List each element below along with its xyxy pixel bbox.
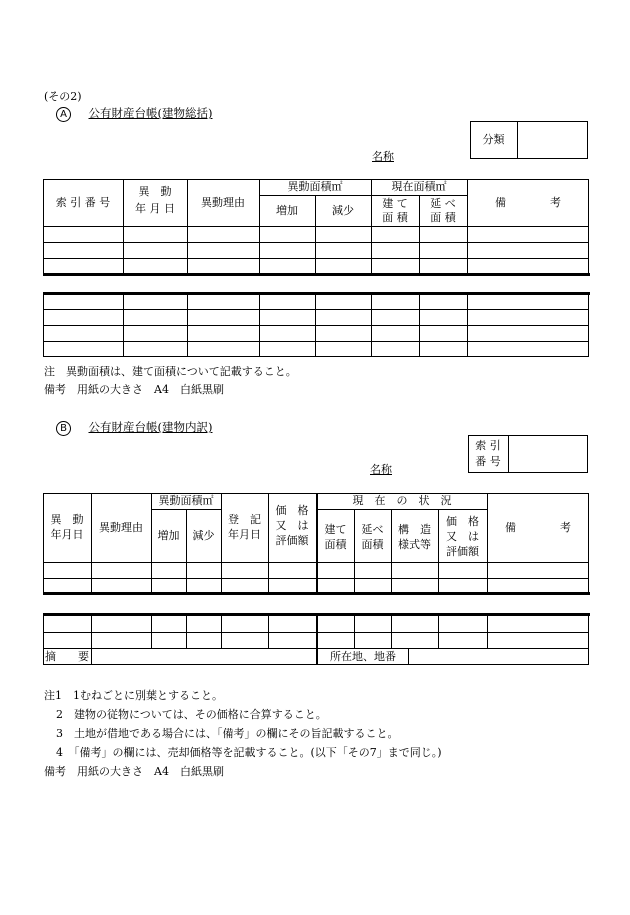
section-b-note-1: 注1 1むねごとに別葉とすること。: [44, 689, 223, 702]
section-b-name-label: 名称: [370, 463, 392, 476]
b-col-reg-date-line1: 登 記: [228, 512, 261, 526]
section-b-note-3: 3 土地が借地である場合には、「備考」の欄にその旨記載すること。: [56, 727, 399, 740]
col-current-area: 現在面積㎡: [391, 180, 447, 193]
b-col-price-line1: 価 格: [275, 503, 309, 517]
section-a-note: 注 異動面積は、建て面積について記載すること。: [44, 365, 297, 378]
b-col-price-line2: 又 は: [275, 518, 309, 532]
col-increase: 増加: [276, 204, 298, 217]
b-col-current-price-line3: 評価額: [446, 544, 479, 558]
section-b-note-2: 2 建物の従物については、その価格に合算すること。: [56, 708, 327, 721]
b-col-total-area-line2: 面積: [361, 537, 384, 551]
section-a-name-label: 名称: [372, 150, 394, 163]
circle-b-icon: B: [56, 421, 71, 436]
b-col-increase: 増加: [157, 529, 180, 542]
section-b-heading: [56, 419, 212, 436]
col-change-area: 異動面積㎡: [287, 180, 343, 193]
b-col-decrease: 減少: [192, 529, 215, 542]
index-number-label-line1: 索 引: [475, 438, 501, 452]
classification-input[interactable]: [518, 122, 587, 158]
location-input[interactable]: [409, 649, 588, 664]
col-building-area-line1: 建 て: [382, 196, 408, 210]
b-col-building-area-line2: 面積: [324, 537, 347, 551]
b-col-reg-date-line2: 年月日: [228, 527, 261, 541]
b-col-change-area: 異動面積㎡: [158, 494, 214, 507]
section-b-title: 公有財産台帳(建物内訳): [88, 420, 213, 434]
summary-input[interactable]: [92, 649, 316, 664]
summary-label: 摘 要: [45, 650, 89, 663]
b-col-price-line3: 評価額: [275, 533, 309, 547]
col-change-date-line2: 年 月 日: [135, 202, 175, 215]
index-number-label-line2: 番 号: [475, 454, 501, 468]
col-total-area-line1: 延 べ: [430, 196, 456, 210]
col-total-area-line2: 面 積: [430, 210, 456, 224]
section-a-heading: [56, 105, 212, 122]
col-index-number: 索 引 番 号: [55, 195, 111, 209]
classification-label: 分類: [482, 133, 505, 146]
section-b-paper: 備考 用紙の大きさ A4 白紙黒刷: [44, 765, 224, 778]
b-col-current-price-line1: 価 格: [446, 514, 479, 528]
col-change-date-line1: 異 動: [138, 185, 172, 198]
b-col-current-status: 現 在 の 状 況: [352, 494, 452, 507]
col-remarks: 備 考: [495, 195, 561, 209]
index-number-input[interactable]: [509, 436, 587, 472]
b-col-building-area-line1: 建て: [324, 522, 347, 536]
col-building-area-line2: 面 積: [382, 210, 408, 224]
b-col-current-price-line2: 又 は: [446, 529, 479, 543]
b-col-structure-line1: 構 造: [398, 522, 431, 536]
b-col-total-area-line1: 延べ: [361, 522, 384, 536]
col-change-reason: 異動理由: [201, 195, 245, 209]
b-col-change-date-line2: 年月日: [50, 527, 84, 541]
b-col-structure-line2: 様式等: [398, 537, 431, 551]
part-label: (その2): [44, 90, 82, 103]
b-col-remarks: 備 考: [505, 520, 571, 534]
b-col-change-date-line1: 異 動: [50, 512, 84, 526]
circle-a-icon: A: [56, 107, 71, 122]
col-decrease: 減少: [332, 204, 354, 217]
section-a-title: 公有財産台帳(建物総括): [88, 106, 213, 120]
location-label: 所在地、地番: [330, 650, 396, 663]
b-col-change-reason: 異動理由: [99, 520, 143, 534]
section-a-paper: 備考 用紙の大きさ A4 白紙黒刷: [44, 383, 224, 396]
section-b-note-4: 4 「備考」の欄には、売却価格等を記載すること。(以下「その7」まで同じ。): [56, 746, 442, 759]
